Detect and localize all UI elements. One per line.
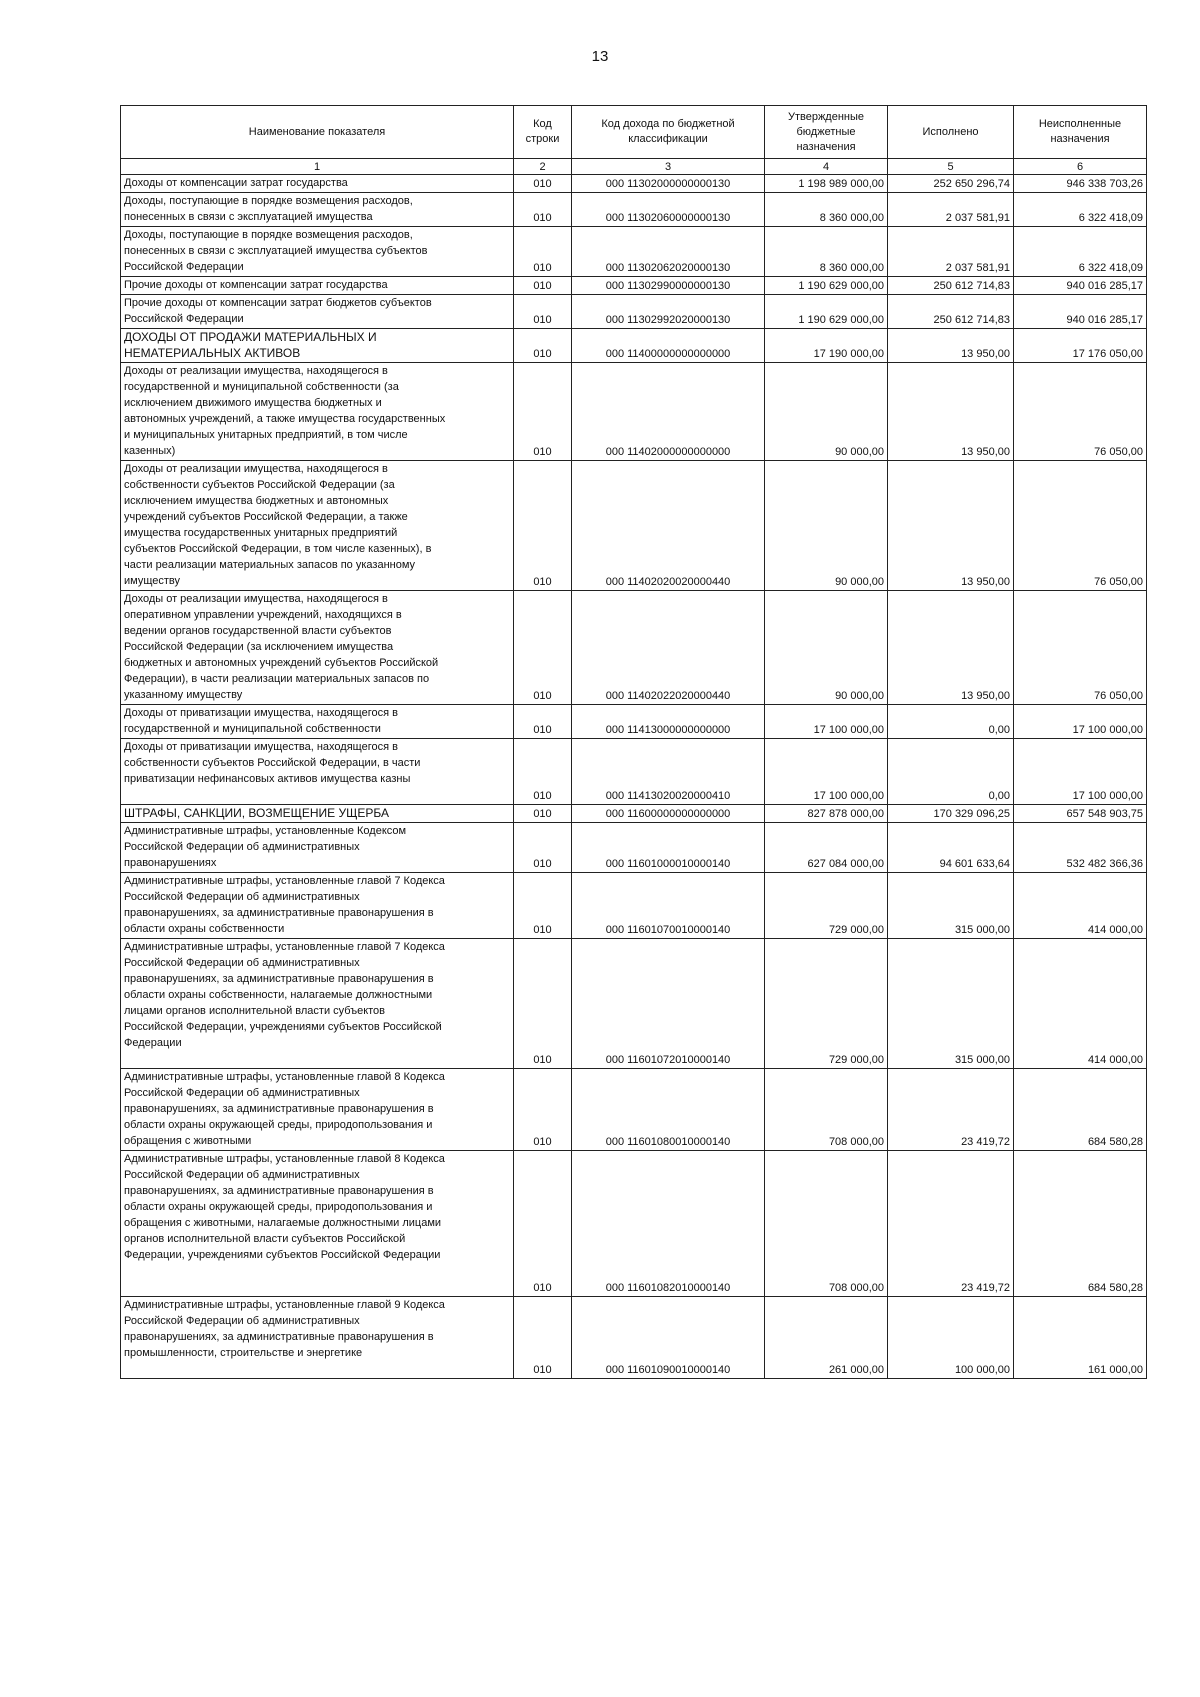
row-approved: 17 100 000,00 bbox=[765, 739, 888, 805]
header-approved: Утвержденные бюджетные назначения bbox=[765, 106, 888, 159]
row-kbk: 000 11302000000000130 bbox=[572, 175, 765, 193]
table-row bbox=[121, 295, 1147, 329]
row-kbk: 000 11413000000000000 bbox=[572, 705, 765, 739]
table-body bbox=[121, 175, 1147, 1379]
row-executed: 13 950,00 bbox=[888, 591, 1014, 705]
row-approved: 90 000,00 bbox=[765, 461, 888, 591]
table-row bbox=[121, 873, 1147, 939]
row-name: Административные штрафы, установленные главой 8 Кодекса Российской Федерации об административных правонарушениях, за административные правонарушения в области охраны окружающей среды, природопользования и обращения с животными, налагаемые должностными лицами органов исполнительной власти субъектов Российской Федерации, учреждениями субъектов Российской Федерации bbox=[121, 1151, 514, 1297]
row-approved: 827 878 000,00 bbox=[765, 805, 888, 823]
header-unexecuted: Неисполненные назначения bbox=[1014, 106, 1147, 159]
row-approved: 17 190 000,00 bbox=[765, 329, 888, 363]
row-name: Административные штрафы, установленные главой 9 Кодекса Российской Федерации об административных правонарушениях, за административные правонарушения в промышленности, строительстве и энергетике bbox=[121, 1297, 514, 1379]
header-kbk: Код дохода по бюджетной классификации bbox=[572, 106, 765, 159]
row-code: 010 bbox=[514, 705, 572, 739]
row-code: 010 bbox=[514, 461, 572, 591]
row-name: ДОХОДЫ ОТ ПРОДАЖИ МАТЕРИАЛЬНЫХ И НЕМАТЕРИАЛЬНЫХ АКТИВОВ bbox=[121, 329, 514, 363]
row-kbk: 000 11302062020000130 bbox=[572, 227, 765, 277]
row-name: Доходы от реализации имущества, находящегося в оперативном управлении учреждений, находящихся в ведении органов государственной власти субъектов Российской Федерации (за исключением имущества бюджетных и автономных учреждений субъектов Российской Федерации), в части реализации материальных запасов по указанному имуществу bbox=[121, 591, 514, 705]
row-code: 010 bbox=[514, 873, 572, 939]
row-approved: 627 084 000,00 bbox=[765, 823, 888, 873]
row-executed: 13 950,00 bbox=[888, 363, 1014, 461]
row-code: 010 bbox=[514, 277, 572, 295]
table-row bbox=[121, 277, 1147, 295]
column-number: 3 bbox=[572, 159, 765, 175]
row-approved: 8 360 000,00 bbox=[765, 193, 888, 227]
row-name: Доходы от реализации имущества, находящегося в собственности субъектов Российской Федерации (за исключением имущества бюджетных и автономных учреждений субъектов Российской Федерации, а также имущества государственных унитарных предприятий субъектов Российской Федерации, в том числе казенных), в части реализации материальных запасов по указанному имуществу bbox=[121, 461, 514, 591]
table-row bbox=[121, 363, 1147, 461]
row-executed: 315 000,00 bbox=[888, 873, 1014, 939]
header-name: Наименование показателя bbox=[121, 106, 514, 159]
row-unexecuted: 76 050,00 bbox=[1014, 461, 1147, 591]
row-unexecuted: 414 000,00 bbox=[1014, 873, 1147, 939]
row-name: Доходы от компенсации затрат государства bbox=[121, 175, 514, 193]
row-executed: 0,00 bbox=[888, 705, 1014, 739]
row-kbk: 000 11402022020000440 bbox=[572, 591, 765, 705]
column-number: 2 bbox=[514, 159, 572, 175]
row-approved: 8 360 000,00 bbox=[765, 227, 888, 277]
row-name: Административные штрафы, установленные главой 7 Кодекса Российской Федерации об административных правонарушениях, за административные правонарушения в области охраны собственности bbox=[121, 873, 514, 939]
row-approved: 708 000,00 bbox=[765, 1151, 888, 1297]
header-executed: Исполнено bbox=[888, 106, 1014, 159]
row-unexecuted: 946 338 703,26 bbox=[1014, 175, 1147, 193]
table-row bbox=[121, 823, 1147, 873]
row-name: Административные штрафы, установленные главой 7 Кодекса Российской Федерации об административных правонарушениях, за административные правонарушения в области охраны собственности, налагаемые должностными лицами органов исполнительной власти субъектов Российской Федерации, учреждениями субъектов Российской Федерации bbox=[121, 939, 514, 1069]
row-executed: 23 419,72 bbox=[888, 1151, 1014, 1297]
row-unexecuted: 532 482 366,36 bbox=[1014, 823, 1147, 873]
row-code: 010 bbox=[514, 939, 572, 1069]
row-unexecuted: 161 000,00 bbox=[1014, 1297, 1147, 1379]
row-code: 010 bbox=[514, 1151, 572, 1297]
row-approved: 729 000,00 bbox=[765, 939, 888, 1069]
row-name: Доходы, поступающие в порядке возмещения расходов, понесенных в связи с эксплуатацией имущества bbox=[121, 193, 514, 227]
row-unexecuted: 76 050,00 bbox=[1014, 591, 1147, 705]
row-code: 010 bbox=[514, 1297, 572, 1379]
row-name: Административные штрафы, установленные главой 8 Кодекса Российской Федерации об административных правонарушениях, за административные правонарушения в области охраны окружающей среды, природопользования и обращения с животными bbox=[121, 1069, 514, 1151]
row-executed: 13 950,00 bbox=[888, 329, 1014, 363]
row-code: 010 bbox=[514, 329, 572, 363]
table-row bbox=[121, 1069, 1147, 1151]
row-unexecuted: 6 322 418,09 bbox=[1014, 227, 1147, 277]
table-row bbox=[121, 739, 1147, 805]
row-kbk: 000 11402020020000440 bbox=[572, 461, 765, 591]
row-kbk: 000 11601090010000140 bbox=[572, 1297, 765, 1379]
row-executed: 2 037 581,91 bbox=[888, 227, 1014, 277]
table-row bbox=[121, 705, 1147, 739]
header-row bbox=[121, 106, 1147, 159]
row-unexecuted: 17 100 000,00 bbox=[1014, 705, 1147, 739]
row-name: Доходы от реализации имущества, находящегося в государственной и муниципальной собственности (за исключением движимого имущества бюджетных и автономных учреждений, а также имущества государственных и муниципальных унитарных предприятий, в том числе казенных) bbox=[121, 363, 514, 461]
table-row bbox=[121, 939, 1147, 1069]
row-kbk: 000 11601080010000140 bbox=[572, 1069, 765, 1151]
row-kbk: 000 11601082010000140 bbox=[572, 1151, 765, 1297]
row-approved: 261 000,00 bbox=[765, 1297, 888, 1379]
row-name: Прочие доходы от компенсации затрат бюджетов субъектов Российской Федерации bbox=[121, 295, 514, 329]
row-unexecuted: 657 548 903,75 bbox=[1014, 805, 1147, 823]
row-unexecuted: 940 016 285,17 bbox=[1014, 277, 1147, 295]
row-approved: 1 190 629 000,00 bbox=[765, 277, 888, 295]
table-row bbox=[121, 227, 1147, 277]
row-name: Доходы от приватизации имущества, находящегося в государственной и муниципальной собственности bbox=[121, 705, 514, 739]
row-name: Административные штрафы, установленные Кодексом Российской Федерации об административных правонарушениях bbox=[121, 823, 514, 873]
page-number: 13 bbox=[591, 48, 609, 65]
row-name: ШТРАФЫ, САНКЦИИ, ВОЗМЕЩЕНИЕ УЩЕРБА bbox=[121, 805, 514, 823]
row-executed: 250 612 714,83 bbox=[888, 295, 1014, 329]
row-name: Доходы, поступающие в порядке возмещения расходов, понесенных в связи с эксплуатацией имущества субъектов Российской Федерации bbox=[121, 227, 514, 277]
table-row bbox=[121, 1151, 1147, 1297]
row-kbk: 000 11413020020000410 bbox=[572, 739, 765, 805]
row-executed: 23 419,72 bbox=[888, 1069, 1014, 1151]
table-row bbox=[121, 193, 1147, 227]
header-code: Код строки bbox=[514, 106, 572, 159]
row-code: 010 bbox=[514, 739, 572, 805]
table-row bbox=[121, 461, 1147, 591]
row-approved: 729 000,00 bbox=[765, 873, 888, 939]
revenue-table bbox=[120, 105, 1147, 1379]
row-approved: 1 198 989 000,00 bbox=[765, 175, 888, 193]
row-approved: 1 190 629 000,00 bbox=[765, 295, 888, 329]
table-row bbox=[121, 805, 1147, 823]
row-name: Прочие доходы от компенсации затрат государства bbox=[121, 277, 514, 295]
row-kbk: 000 11601072010000140 bbox=[572, 939, 765, 1069]
row-executed: 100 000,00 bbox=[888, 1297, 1014, 1379]
table-row bbox=[121, 175, 1147, 193]
row-kbk: 000 11400000000000000 bbox=[572, 329, 765, 363]
row-executed: 315 000,00 bbox=[888, 939, 1014, 1069]
row-approved: 17 100 000,00 bbox=[765, 705, 888, 739]
row-unexecuted: 76 050,00 bbox=[1014, 363, 1147, 461]
row-unexecuted: 684 580,28 bbox=[1014, 1151, 1147, 1297]
column-number-row bbox=[121, 159, 1147, 175]
row-kbk: 000 11402000000000000 bbox=[572, 363, 765, 461]
row-approved: 708 000,00 bbox=[765, 1069, 888, 1151]
row-code: 010 bbox=[514, 591, 572, 705]
row-code: 010 bbox=[514, 227, 572, 277]
row-unexecuted: 17 176 050,00 bbox=[1014, 329, 1147, 363]
row-code: 010 bbox=[514, 1069, 572, 1151]
row-unexecuted: 684 580,28 bbox=[1014, 1069, 1147, 1151]
row-unexecuted: 6 322 418,09 bbox=[1014, 193, 1147, 227]
row-unexecuted: 17 100 000,00 bbox=[1014, 739, 1147, 805]
row-code: 010 bbox=[514, 805, 572, 823]
row-unexecuted: 414 000,00 bbox=[1014, 939, 1147, 1069]
row-executed: 170 329 096,25 bbox=[888, 805, 1014, 823]
column-number: 1 bbox=[121, 159, 514, 175]
row-kbk: 000 11302992020000130 bbox=[572, 295, 765, 329]
column-number: 5 bbox=[888, 159, 1014, 175]
table-row bbox=[121, 591, 1147, 705]
row-approved: 90 000,00 bbox=[765, 363, 888, 461]
row-kbk: 000 11601070010000140 bbox=[572, 873, 765, 939]
row-kbk: 000 11302060000000130 bbox=[572, 193, 765, 227]
row-approved: 90 000,00 bbox=[765, 591, 888, 705]
row-kbk: 000 11600000000000000 bbox=[572, 805, 765, 823]
row-code: 010 bbox=[514, 823, 572, 873]
row-code: 010 bbox=[514, 363, 572, 461]
row-executed: 252 650 296,74 bbox=[888, 175, 1014, 193]
column-number: 6 bbox=[1014, 159, 1147, 175]
row-code: 010 bbox=[514, 175, 572, 193]
row-code: 010 bbox=[514, 193, 572, 227]
row-code: 010 bbox=[514, 295, 572, 329]
table-row bbox=[121, 329, 1147, 363]
row-executed: 0,00 bbox=[888, 739, 1014, 805]
table-row bbox=[121, 1297, 1147, 1379]
row-unexecuted: 940 016 285,17 bbox=[1014, 295, 1147, 329]
row-executed: 2 037 581,91 bbox=[888, 193, 1014, 227]
row-kbk: 000 11302990000000130 bbox=[572, 277, 765, 295]
row-executed: 94 601 633,64 bbox=[888, 823, 1014, 873]
row-executed: 250 612 714,83 bbox=[888, 277, 1014, 295]
row-name: Доходы от приватизации имущества, находящегося в собственности субъектов Российской Федерации, в части приватизации нефинансовых активов имущества казны bbox=[121, 739, 514, 805]
row-executed: 13 950,00 bbox=[888, 461, 1014, 591]
column-number: 4 bbox=[765, 159, 888, 175]
row-kbk: 000 11601000010000140 bbox=[572, 823, 765, 873]
